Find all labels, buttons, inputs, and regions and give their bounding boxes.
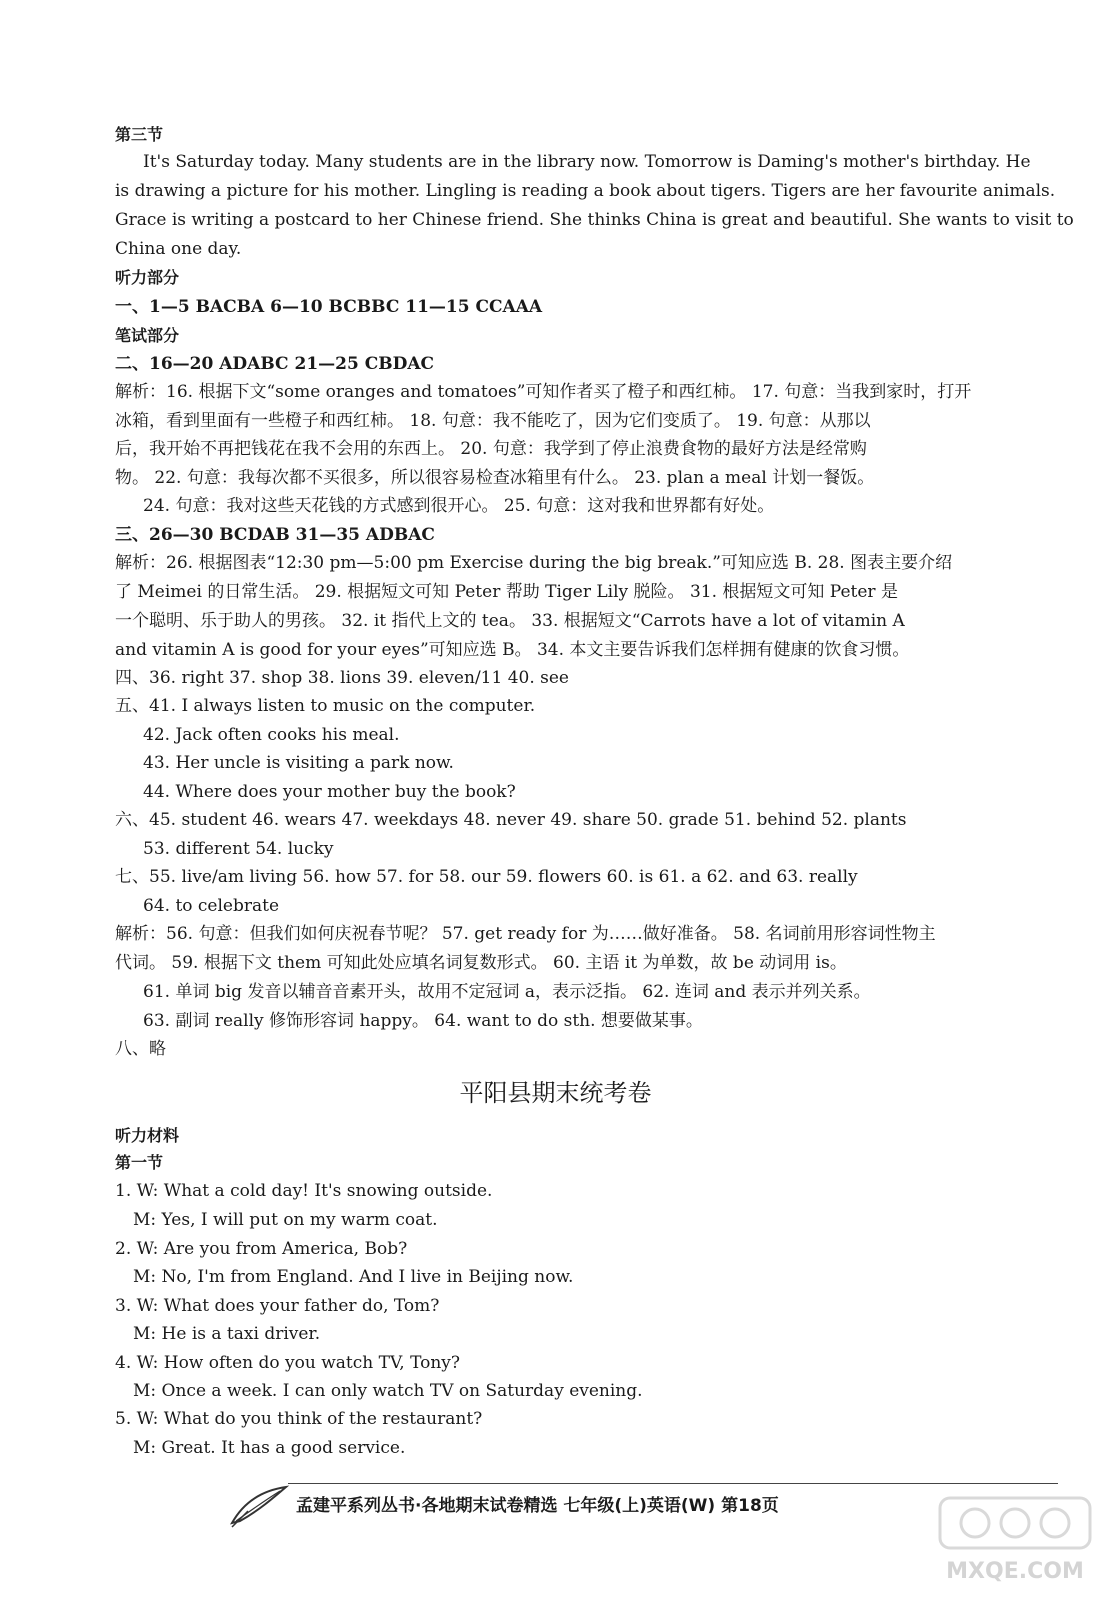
footer-rule	[288, 1483, 1058, 1484]
footer-text: 孟建平系列丛书·各地期末试卷精选 七年级(上)英语(W) 第18页	[296, 1496, 779, 1516]
leaf-logo-icon	[228, 1477, 290, 1529]
analysis-line: 代词。 59. 根据下文 them 可知此处应填名词复数形式。 60. 主语 it 为单数，故 be 动词用 is。	[115, 953, 847, 973]
analysis-line: 解析：26. 根据图表“12:30 pm—5:00 pm Exercise during the big break.”可知应选 B. 28. 图表主要介绍	[115, 553, 953, 573]
analysis-line: 后，我开始不再把钱花在我不会用的东西上。 20. 句意：我学到了停止浪费食物的最好方法是经常购	[115, 439, 867, 459]
analysis-line: 61. 单词 big 发音以辅音音素开头，故用不定冠词 a，表示泛指。 62. 连词 and 表示并列关系。	[143, 982, 871, 1002]
listening-part-heading: 听力部分	[115, 268, 180, 287]
answer-line-5: 43. Her uncle is visiting a park now.	[143, 753, 454, 773]
listening-material-heading: 听力材料	[115, 1126, 180, 1145]
dialogue-line: 4. W: How often do you watch TV, Tony?	[115, 1353, 461, 1373]
analysis-line: 冰箱，看到里面有一些橙子和西红柿。 18. 句意：我不能吃了，因为它们变质了。 19. 句意：从那以	[115, 411, 871, 431]
analysis-line: 解析：16. 根据下文“some oranges and tomatoes”可知作者买了橙子和西红柿。 17. 句意：当我到家时，打开	[115, 382, 972, 402]
dialogue-line: 1. W: What a cold day! It's snowing outside.	[115, 1181, 493, 1201]
answer-line-4: 四、36. right 37. shop 38. lions 39. eleven/11 40. see	[115, 668, 569, 688]
dialogue-line: M: He is a taxi driver.	[133, 1324, 321, 1344]
analysis-line: 63. 副词 really 修饰形容词 happy。 64. want to do sth. 想要做某事。	[143, 1011, 703, 1031]
watermark-text: MXQE.COM	[946, 1559, 1084, 1584]
analysis-line: 一个聪明、乐于助人的男孩。 32. it 指代上文的 tea。 33. 根据短文“Carrots have a lot of vitamin A	[115, 611, 905, 631]
answer-line-6: 53. different 54. lucky	[143, 839, 334, 859]
passage-line: China one day.	[115, 239, 242, 259]
section3-label: 第三节	[115, 125, 164, 144]
exam-title: 平阳县期末统考卷	[459, 1079, 652, 1107]
dialogue-line: 2. W: Are you from America, Bob?	[115, 1239, 408, 1259]
passage-line: is drawing a picture for his mother. Lingling is reading a book about tigers. Tigers are her favourite animals.	[115, 181, 1056, 201]
dialogue-line: M: Great. It has a good service.	[133, 1438, 406, 1458]
analysis-line: 解析：56. 句意：但我们如何庆祝春节呢？ 57. get ready for 为……做好准备。 58. 名词前用形容词性物主	[115, 924, 936, 944]
dialogue-line: 5. W: What do you think of the restaurant?	[115, 1409, 483, 1429]
analysis-line: 24. 句意：我对这些天花钱的方式感到很开心。 25. 句意：这对我和世界都有好处。	[143, 496, 775, 516]
answer-line-1: 一、1—5 BACBA 6—10 BCBBC 11—15 CCAAA	[115, 297, 543, 317]
dialogue-line: M: Once a week. I can only watch TV on Saturday evening.	[133, 1381, 643, 1401]
dialogue-line: 3. W: What does your father do, Tom?	[115, 1296, 440, 1316]
analysis-line: and vitamin A is good for your eyes”可知应选 B。 34. 本文主要告诉我们怎样拥有健康的饮食习惯。	[115, 640, 910, 660]
answer-line-3: 三、26—30 BCDAB 31—35 ADBAC	[115, 525, 435, 545]
analysis-line: 物。 22. 句意：我每次都不买很多，所以很容易检查冰箱里有什么。 23. plan a meal 计划一餐饭。	[115, 468, 875, 488]
answer-line-5: 五、41. I always listen to music on the computer.	[115, 696, 536, 716]
answer-line-7: 七、55. live/am living 56. how 57. for 58. our 59. flowers 60. is 61. a 62. and 63. really	[115, 867, 858, 887]
answer-line-8: 八、略	[115, 1039, 166, 1059]
answer-line-5: 44. Where does your mother buy the book?	[143, 782, 516, 802]
watermark-logo-icon	[930, 1490, 1100, 1590]
analysis-line: 了 Meimei 的日常生活。 29. 根据短文可知 Peter 帮助 Tiger Lily 脱险。 31. 根据短文可知 Peter 是	[115, 582, 898, 602]
answer-line-7: 64. to celebrate	[143, 896, 280, 916]
written-part-heading: 笔试部分	[115, 326, 180, 345]
passage-line: It's Saturday today. Many students are in the library now. Tomorrow is Daming's mother's birthday. He	[143, 152, 1031, 172]
passage-line: Grace is writing a postcard to her Chinese friend. She thinks China is great and beautiful. She wants to visit to	[115, 210, 1074, 230]
answer-line-5: 42. Jack often cooks his meal.	[143, 725, 400, 745]
dialogue-line: M: No, I'm from England. And I live in Beijing now.	[133, 1267, 574, 1287]
dialogue-line: M: Yes, I will put on my warm coat.	[133, 1210, 438, 1230]
answer-line-2: 二、16—20 ADABC 21—25 CBDAC	[115, 354, 435, 374]
answer-line-6: 六、45. student 46. wears 47. weekdays 48. never 49. share 50. grade 51. behind 52. plants	[115, 810, 907, 830]
section1-label: 第一节	[115, 1153, 164, 1172]
